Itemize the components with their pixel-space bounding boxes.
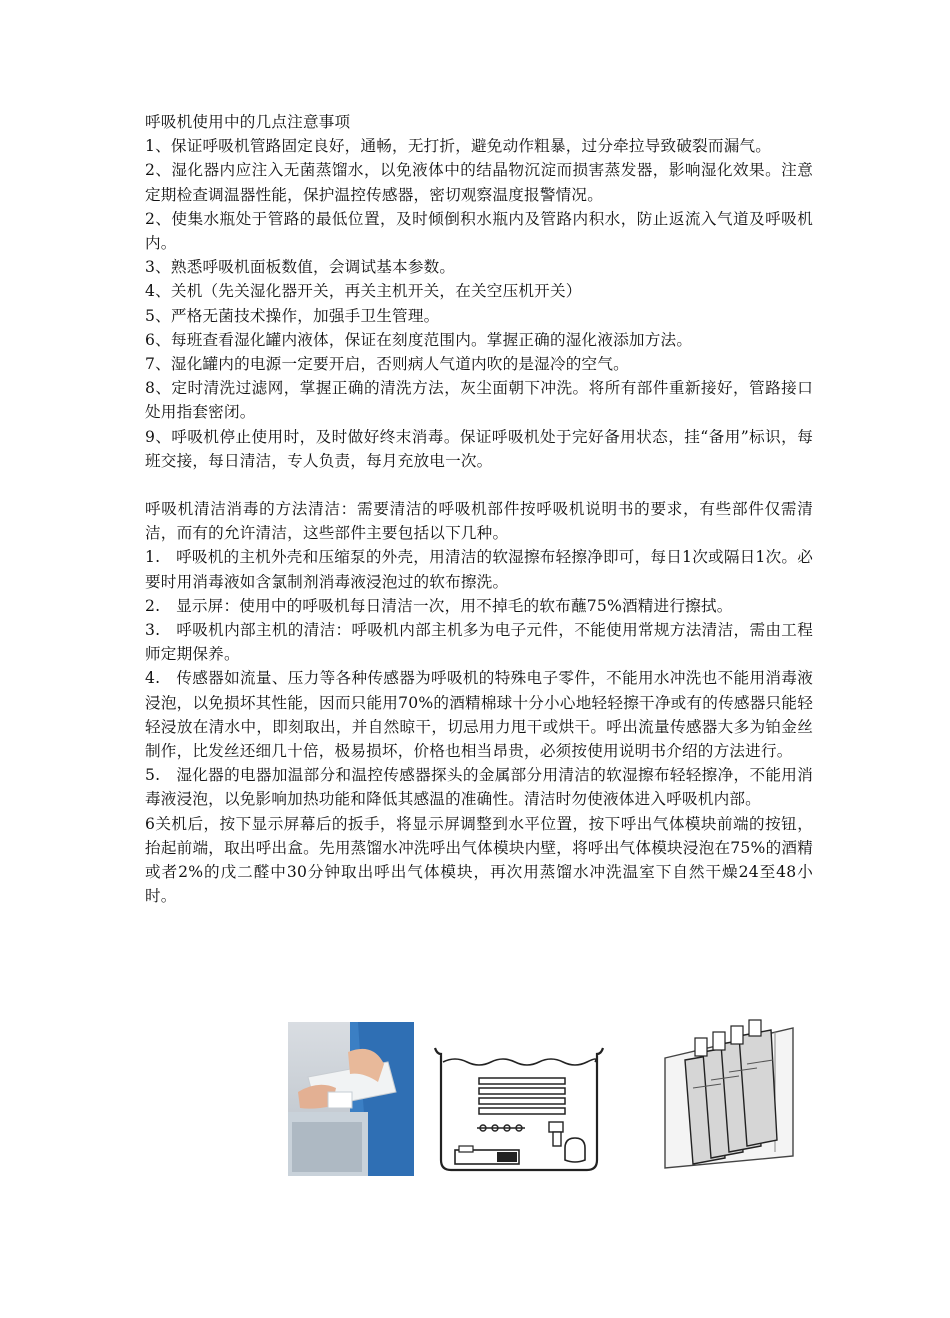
precaution-item: 4、关机（先关湿化器开关，再关主机开关，在关空压机开关） — [145, 282, 582, 301]
cleaning-item: 5. 湿化器的电器加温部分和温控传感器探头的金属部分用清洁的软湿擦布轻轻擦净，不能用消毒液浸泡，以免影响加热功能和降低其感温的准确性。清洁时勿使液体进入呼吸机内部。 — [145, 766, 813, 809]
cleaning-item: 2. 显示屏：使用中的呼吸机每日清洁一次，用不掉毛的软布蘸75%酒精进行擦拭。 — [145, 596, 733, 615]
paragraph-gap — [145, 473, 813, 497]
cleaning-item: 4. 传感器如流量、压力等各种传感器为呼吸机的特殊电子零件，不能用水冲洗也不能用消毒液浸泡，以免损坏其性能，因而只能用70%的酒精棉球十分小心地轻轻擦干净或有的传感器只能轻轻浸放在清水中，即刻取出，并自然晾干，切忌用力甩干或烘干。呼出流量传感器大多为铂金丝制作，比发丝还细几十倍，极易损坏，价格也相当昂贵，必须按使用说明书介绍的方法进行。 — [145, 669, 813, 761]
precaution-item: 5、严格无菌技术操作，加强手卫生管理。 — [145, 306, 440, 325]
cleaning-item: 3. 呼吸机内部主机的清洁：呼吸机内部主机多为电子元件，不能使用常规方法清洁，需由工程师定期保养。 — [145, 621, 813, 664]
precaution-item: 2、使集水瓶处于管路的最低位置，及时倾倒积水瓶内及管路内积水，防止返流入气道及呼吸机内。 — [145, 209, 813, 253]
photo-removing-module — [288, 1022, 414, 1176]
precaution-item: 3、熟悉呼吸机面板数值，会调试基本参数。 — [145, 258, 456, 277]
section-title: 呼吸机使用中的几点注意事项 — [145, 113, 351, 131]
precaution-item: 6、每班查看湿化罐内液体，保证在刻度范围内。掌握正确的湿化液添加方法。 — [145, 330, 693, 349]
figure-row — [145, 1018, 813, 1178]
cleaning-item: 1. 呼吸机的主机外壳和压缩泵的外壳，用清洁的软湿擦布轻擦净即可，每日1次或隔日1次。必要时用消毒液如含氯制剂消毒液浸泡过的软布擦洗。 — [145, 548, 813, 591]
precaution-item: 9、呼吸机停止使用时，及时做好终末消毒。保证呼吸机处于完好备用状态，挂“备用”标识，每班交接，每日清洁，专人负责，每月充放电一次。 — [145, 427, 813, 470]
document-body — [145, 110, 813, 909]
cleaning-intro: 呼吸机清洁消毒的方法清洁：需要清洁的呼吸机部件按呼吸机说明书的要求，有些部件仅需清洁，而有的允许清洁，这些部件主要包括以下几种。 — [145, 500, 813, 543]
precaution-item: 8、定时清洗过滤网，掌握正确的清洗方法，灰尘面朝下冲洗。将所有部件重新接好，管路接口处用指套密闭。 — [145, 379, 813, 422]
diagram-drying-rack — [663, 1018, 813, 1170]
precaution-item: 1、保证呼吸机管路固定良好，通畅，无打折，避免动作粗暴，过分牵拉导致破裂而漏气。 — [145, 137, 772, 156]
diagram-soaking-tank — [431, 1042, 607, 1174]
precaution-item: 7、湿化罐内的电源一定要开启，否则病人气道内吹的是湿冷的空气。 — [145, 355, 629, 374]
cleaning-item: 6关机后，按下显示屏幕后的扳手，将显示屏调整到水平位置，按下呼出气体模块前端的按钮，抬起前端，取出呼出盒。先用蒸馏水冲洗呼出气体模块内壁，将呼出气体模块浸泡在75%的酒精或者2%的戊二醛中30分钟取出呼出气体模块，再次用蒸馏水冲洗温室下自然干燥24至48小时。 — [145, 814, 813, 906]
precaution-item: 2、湿化器内应注入无菌蒸馏水，以免液体中的结晶物沉淀而损害蒸发器，影响湿化效果。注意定期检查调温器性能，保护温控传感器，密切观察温度报警情况。 — [145, 161, 813, 204]
